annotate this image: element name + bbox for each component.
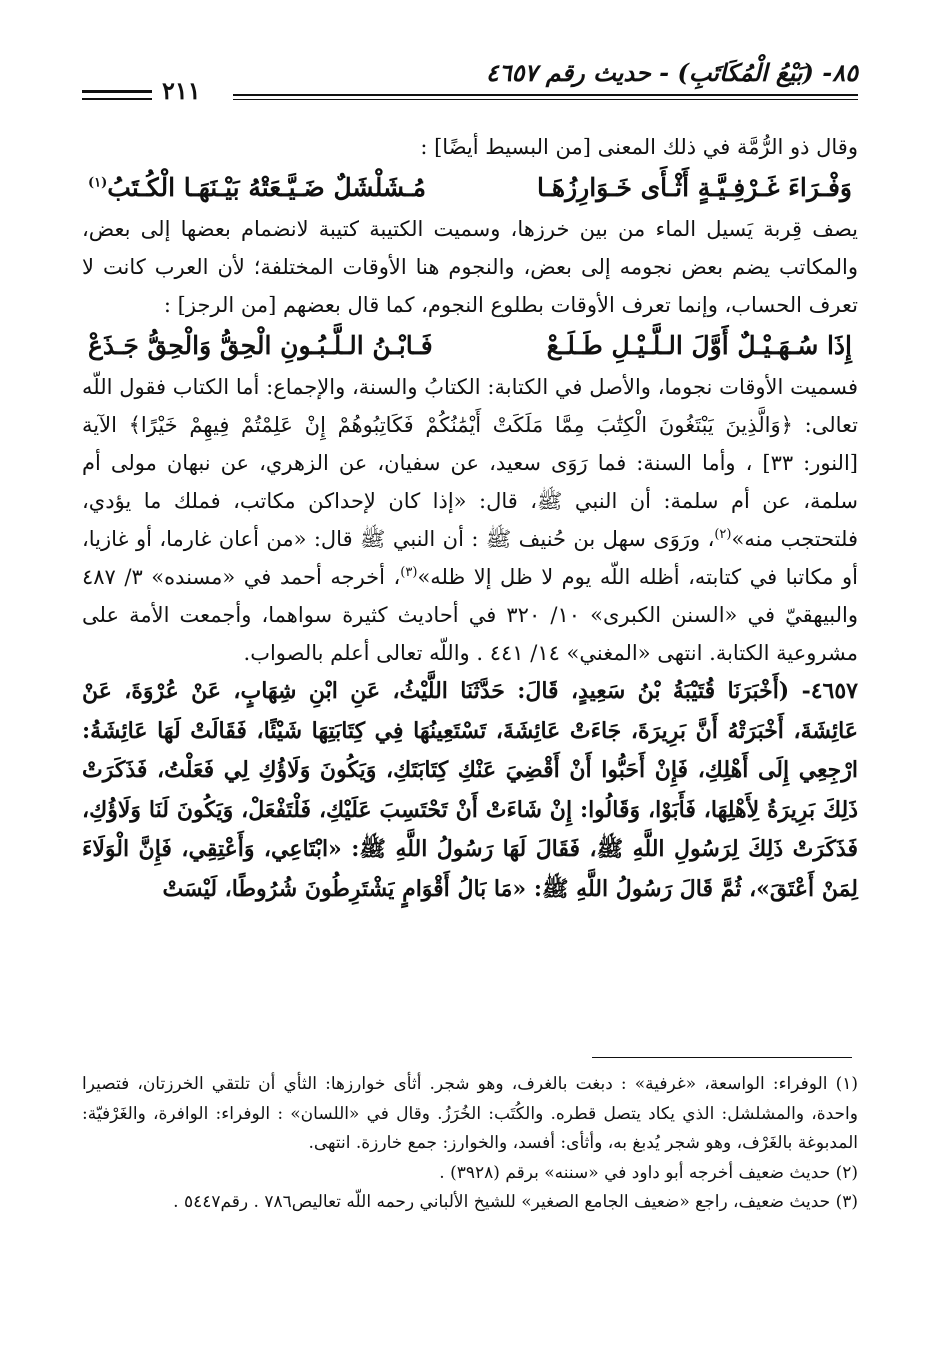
main-text [82,128,858,909]
footnote-3: (٣) حديث ضعيف، راجع «ضعيف الجامع الصغير» للشيخ الألباني رحمه اللّه تعاليص٧٨٦ . رقم٥٤٤٧ . [173,1192,858,1212]
footnote-1: (١) الوفراء: الواسعة، «غرفية» : دبغت بالغرف، وهو شجر. أثأى خوارزها: الثأي أن تلتقي الخرزتان، فتصيرا واحدة، والمشلشل: الذي يكاد يتصل قطره. والكُتَب: الخُرَزُ. وقال في «اللسان» : الوفراء: الوافرة، والغَرْفيّة: المدبوغة بالغَرْف، وهو شجر يُدبغ به، وأثأى: أفسد، والخوارز: جمع خارزة. انتهى. [82,1074,858,1153]
footnote-ref-3: (٣) [400,565,418,580]
intro-line: وقال ذو الرُّمَّة في ذلك المعنى [من البسيط أيضًا] : [420,135,858,159]
page-header [82,58,858,108]
poetry-verse-2 [82,324,858,368]
footnotes [82,1070,858,1218]
page-number-rule-thin [82,98,152,100]
verse-2-second-half: فَـابْـنُ الـلَّـبُـونِ الْحِقُّ وَالْحِقُّ جَـذَعْ [88,331,433,360]
paragraph-evidence: فسميت الأوقات نجوما، والأصل في الكتابة: الكتابُ والسنة، والإجماع: أما الكتاب فقول اللّه تعالى: ﴿وَالَّذِينَ يَبْتَغُونَ الْكِتَٰبَ مِمَّا مَلَكَتْ أَيْمَٰنُكُمْ فَكَاتِبُوهُمْ إِنْ عَلِمْتُمْ فِيهِمْ خَيْرًا﴾ الآية [النور: ٣٣] ، وأما السنة: فما رَوَى سعيد، عن سفيان، عن الزهري، عن نبهان مولى أم سلمة، عن أم سلمة: أن النبي ﷺ، قال: «إذا كان لإحداكن مكاتب، فملك ما يؤدي، فلتحتجب منه»$^{(٢)}$، ورَوَى سهل بن حُنيف ﷺ : أن النبي ﷺ قال: «من أعان غارما، أو غازيا، أو مكاتبا في كتابته، أظله اللّه يوم لا ظل إلا ظله»$^{(٣)}$، أخرجه أحمد في «مسنده» ٣/ ٤٨٧ والبيهقيّ في «السنن الكبرى» ١٠/ ٣٢٠ في أحاديث كثيرة سواهما، وأجمعت الأمة على مشروعية الكتابة. انتهى «المغني» ١٤/ ٤٤١ . واللّه تعالى أعلم بالصواب. [82,375,858,665]
footnote-ref-2: (٢) [714,527,732,542]
paragraph-explanation: يصف قِربة يَسيل الماء من بين خرزها، وسميت الكتيبة كتيبة لانضمام بعضها إلى بعض، والمكاتب يضم بعض نجومه إلى بعض، والنجوم هنا الأوقات المختلفة؛ لأن العرب كانت لا تعرف الحساب، وإنما تعرف الأوقات بطلوع النجوم، كما قال بعضهم [من الرجز] : [82,217,858,317]
header-rule-thin [233,99,858,100]
footnote-ref-1: (١) [88,175,108,191]
footnote-2: (٢) حديث ضعيف أخرجه أبو داود في «سننه» برقم (٣٩٢٨) . [439,1162,858,1183]
verse-2-first-half: إِذَا سُـهَـيْـلٌ أَوَّلَ الـلَّـيْـلِ طَـلَـعْ [546,331,852,360]
page-number-rule [82,90,152,93]
page-number: ٢١١ [162,76,201,105]
verse-1-first-half: وَفْـرَاءَ غَـرْفِـيَّـةٍ أَثْـأَى خَـوَارِزُهَـا [536,173,852,202]
poetry-verse-1 [82,166,858,210]
running-title: ٨٥- (بَيْعُ الْمُكَاتَبِ) - حديث رقم ٤٦٥٧ [485,58,858,87]
verse-1-second-half: مُـشَلْشَلٌ ضَـيَّـعَتْهُ بَيْـنَهَـا الْكُـتَبُ$^{(١)}$ [88,173,426,202]
footnote-separator [592,1057,852,1058]
header-rule [233,94,858,96]
hadith-4657-text: ٤٦٥٧- (أَخْبَرَنَا قُتَيْبَةُ بْنُ سَعِيدٍ، قَالَ: حَدَّثَنَا اللَّيْثُ، عَنِ ابْنِ شِهَابٍ، عَنْ عُرْوَةَ، عَنْ عَائِشَةَ، أَخْبَرَتْهُ أَنَّ بَرِيرَةَ، جَاءَتْ عَائِشَةَ، تَسْتَعِينُهَا فِي كِتَابَتِهَا شَيْئًا، فَقَالَتْ لَهَا عَائِشَةُ: ارْجِعِي إِلَى أَهْلِكِ، فَإِنْ أَحَبُّوا أَنْ أَقْضِيَ عَنْكِ كِتَابَتَكِ، وَيَكُونَ وَلَاؤُكِ لِي فَعَلْتُ، فَذَكَرَتْ ذَلِكَ بَرِيرَةُ لِأَهْلِهَا، فَأَبَوْا، وَقَالُوا: إِنْ شَاءَتْ أَنْ تَحْتَسِبَ عَلَيْكِ، فَلْتَفْعَلْ، وَيَكُونَ لَنَا وَلَاؤُكِ، فَذَكَرَتْ ذَلِكَ لِرَسُولِ اللَّهِ ﷺ، فَقَالَ لَهَا رَسُولُ اللَّهِ ﷺ: «ابْتَاعِي، وَأَعْتِقِي، فَإِنَّ الْوَلَاءَ لِمَنْ أَعْتَقَ»، ثُمَّ قَالَ رَسُولُ اللَّهِ ﷺ: «مَا بَالُ أَقْوَامٍ يَشْتَرِطُونَ شُرُوطًا، لَيْسَتْ [82,678,858,902]
